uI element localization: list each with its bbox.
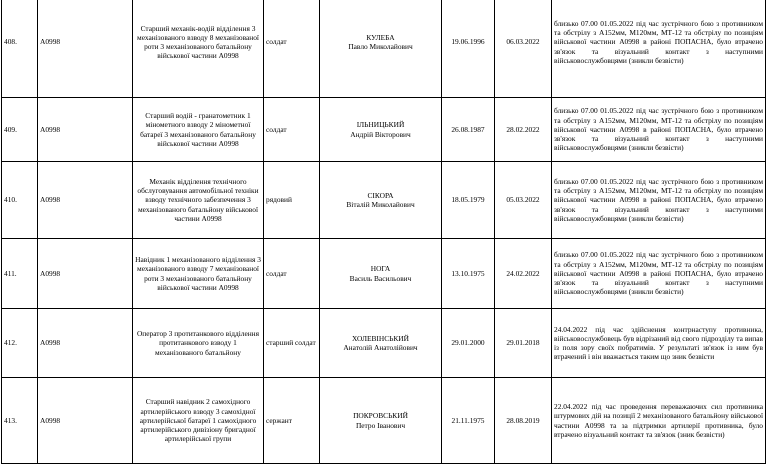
row-number: 412. xyxy=(2,309,38,378)
position-cell: Старший водій - гранатометник 1 мінометного взводу 2 мінометної батареї 3 механізованого батальйону військової частини А0998 xyxy=(133,98,264,162)
personnel-table xyxy=(1,0,766,464)
rank-cell: сержант xyxy=(264,378,320,464)
table-row xyxy=(2,309,766,378)
birth-date: 13.10.1975 xyxy=(442,239,495,309)
row-number: 408. xyxy=(2,0,38,98)
birth-date: 21.11.1975 xyxy=(442,378,495,464)
table-row xyxy=(2,98,766,162)
row-number: 413. xyxy=(2,378,38,464)
unit-code: А0998 xyxy=(38,239,133,309)
unit-code: А0998 xyxy=(38,162,133,239)
surname: ХОЛЕВІНСЬКИЙ xyxy=(352,333,409,343)
row-number: 411. xyxy=(2,239,38,309)
service-date: 29.01.2018 xyxy=(495,309,552,378)
full-name-cell xyxy=(320,0,442,98)
unit-code: А0998 xyxy=(38,378,133,464)
surname: ІЛЬНИЦЬКИЙ xyxy=(356,120,405,130)
unit-code: А0998 xyxy=(38,309,133,378)
circumstances-cell: близько 07.00 01.05.2022 під час зустрічного бою з противником та обстрілу з А152мм, М120мм, МТ-12 та обстрілу по позиціям військової частини А0998 в районі ПОПАСНА, було втрачено зв'язок та візуальний контакт з наступними військовослужбовцями (зникли безвісти) xyxy=(552,0,766,98)
surname: НОГА xyxy=(370,264,391,274)
service-date: 05.03.2022 xyxy=(495,162,552,239)
service-date: 28.02.2022 xyxy=(495,98,552,162)
given-names: Андрій Вікторович xyxy=(350,129,411,139)
rank-cell: солдат xyxy=(264,98,320,162)
given-names: Віталій Миколайович xyxy=(346,200,415,209)
service-date: 24.02.2022 xyxy=(495,239,552,309)
table-row xyxy=(2,0,766,98)
row-number: 410. xyxy=(2,162,38,239)
position-cell: Навідник 1 механізованого відділення 3 механізованого взводу 7 механізованої роти 3 механізованого батальйону військової частини А0998 xyxy=(133,239,264,309)
full-name-cell xyxy=(320,378,442,464)
circumstances-cell: 22.04.2022 під час проведення переважаючих сил противника штурмових дій на позиції 2 механізованого батальйону військової частини А0998 та за підтримки артилерії противника, було втрачено візуальний контакт та зв'язок (зник безвісти) xyxy=(552,378,766,464)
surname: ПОКРОВСЬКИЙ xyxy=(353,411,408,421)
position-cell: Старший механік-водій відділення 3 механізованого взводу 8 механізованої роти 3 механізованого батальйону військової частини А0998 xyxy=(133,0,264,98)
full-name-cell xyxy=(320,309,442,378)
position-cell: Оператор 3 протитанкового відділення протитанкового взводу 1 механізованого батальйону xyxy=(133,309,264,378)
service-date: 28.08.2019 xyxy=(495,378,552,464)
full-name-cell xyxy=(320,98,442,162)
birth-date: 26.08.1987 xyxy=(442,98,495,162)
given-names: Анатолій Анатолійович xyxy=(343,343,418,352)
circumstances-cell: близько 07.00 01.05.2022 під час зустрічного бою з противником та обстрілу з А152мм, М120мм, МТ-12 та обстрілу по позиціям військової частини А0998 в районі ПОПАСНА, було втрачено зв'язок та візуальний контакт з наступними військовослужбовцями (зникли безвісти) xyxy=(552,162,766,239)
given-names: Петро Іванович xyxy=(355,420,406,430)
circumstances-cell: 24.04.2022 під час здійснення контрнаступу противника, військовослужбовець був відрізаний від свого підрозділу та випав із поля зору своїх побратимів. У результаті зв'язок із ним був втрачений і він вважається таким що зник безвісти xyxy=(552,309,766,378)
position-cell: Старший навідник 2 самохідного артилерійського взводу 3 самохідної артилерійської батареї 1 самохідного артилерійського дивізіону бригадної артилерійської групи xyxy=(133,378,264,464)
given-names: Василь Васильович xyxy=(349,273,412,283)
row-number: 409. xyxy=(2,98,38,162)
given-names: Павло Миколайович xyxy=(348,42,413,51)
birth-date: 29.01.2000 xyxy=(442,309,495,378)
unit-code: А0998 xyxy=(38,0,133,98)
rank-cell: солдат xyxy=(264,239,320,309)
surname: СІКОРА xyxy=(367,190,394,200)
unit-code: А0998 xyxy=(38,98,133,162)
table-row xyxy=(2,378,766,464)
position-cell: Механік відділення технічного обслуговування автомобільної техніки взводу технічного забезпечення 3 механізованого батальйону військової частини А0998 xyxy=(133,162,264,239)
full-name-cell xyxy=(320,162,442,239)
table-row xyxy=(2,162,766,239)
circumstances-cell: близько 07.00 01.05.2022 під час зустрічного бою з противником та обстрілу з А152мм, М120мм, МТ-12 та обстрілу по позиціям військової частини А0998 в районі ПОПАСНА, було втрачено зв'язок та візуальний контакт з наступними військовослужбовцями (зникли безвісти) xyxy=(552,239,766,309)
birth-date: 19.06.1996 xyxy=(442,0,495,98)
table-row xyxy=(2,239,766,309)
birth-date: 18.05.1979 xyxy=(442,162,495,239)
surname: КУЛЕБА xyxy=(366,32,395,42)
rank-cell: рядовий xyxy=(264,162,320,239)
circumstances-cell: близько 07.00 01.05.2022 під час зустрічного бою з противником та обстрілу з А152мм, М120мм, МТ-12 та обстрілу по позиціям військової частини А0998 в районі ПОПАСНА, було втрачено зв'язок та візуальний контакт з наступними військовослужбовцями (зникли безвісти) xyxy=(552,98,766,162)
service-date: 06.03.2022 xyxy=(495,0,552,98)
full-name-cell xyxy=(320,239,442,309)
rank-cell: старший солдат xyxy=(264,309,320,378)
rank-cell: солдат xyxy=(264,0,320,98)
